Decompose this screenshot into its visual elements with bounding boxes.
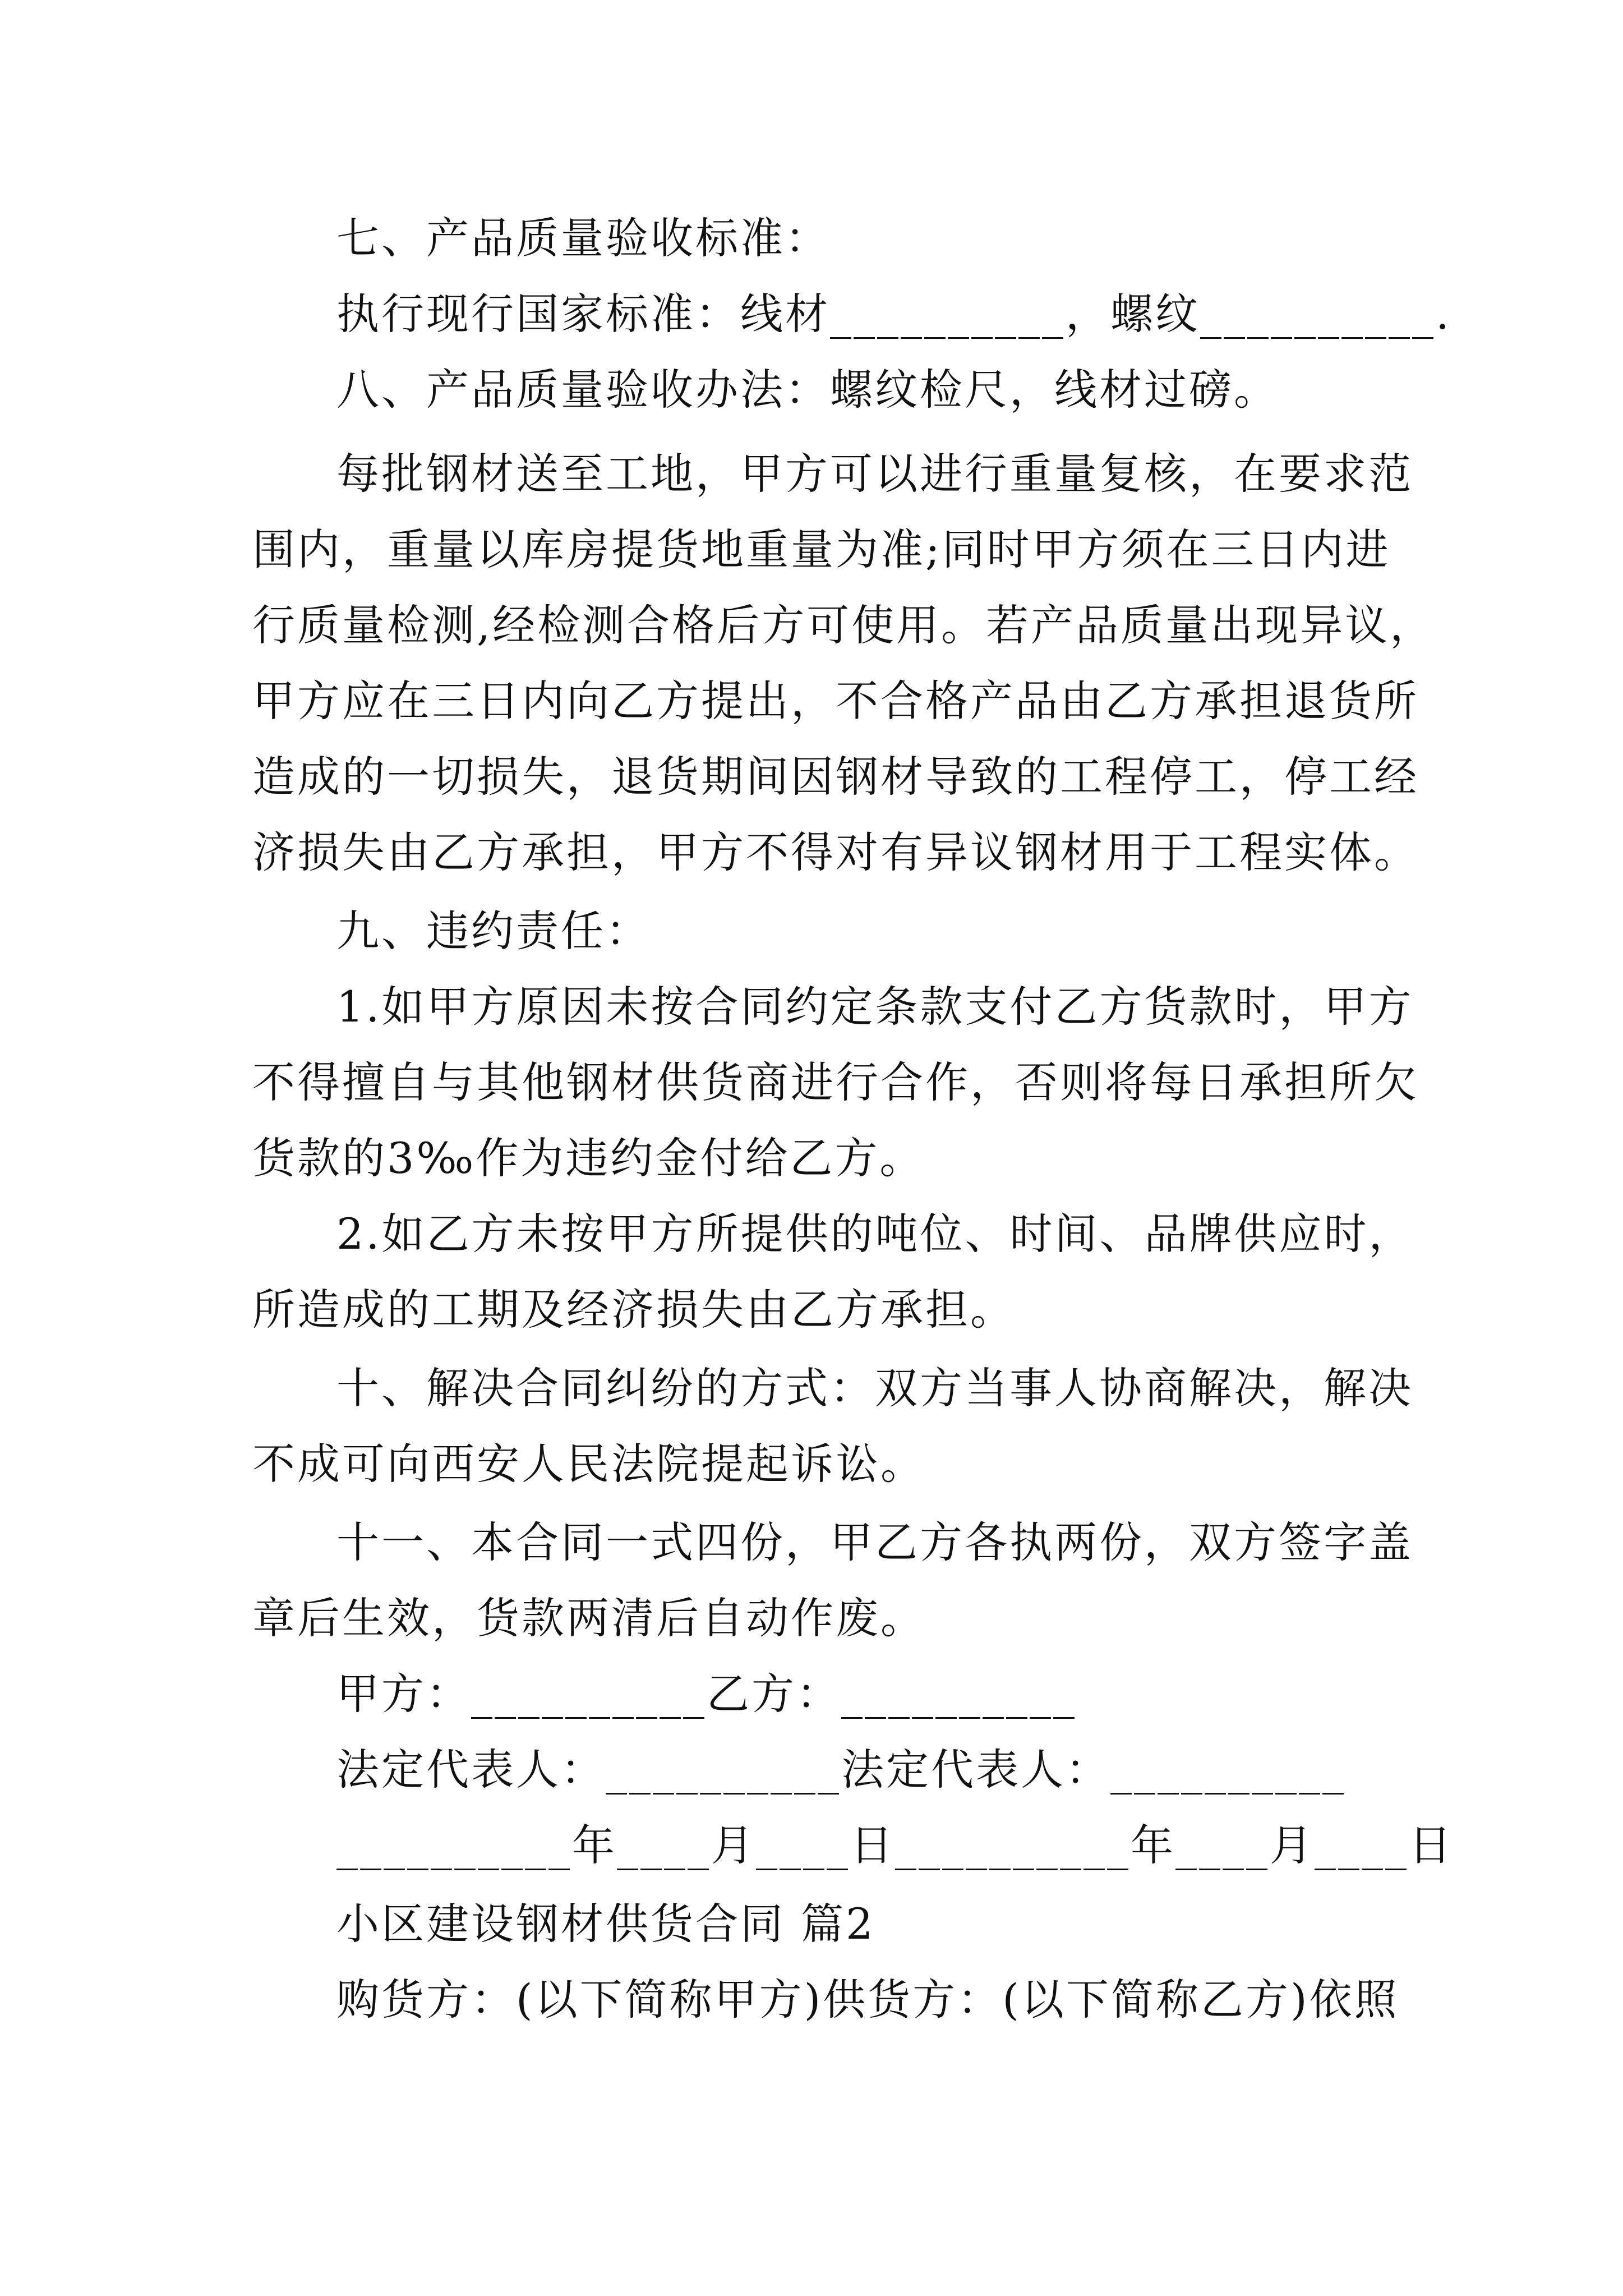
paragraph-line: 行质量检测,经检测合格后方可使用。若产品质量出现异议， <box>252 600 1435 650</box>
section-10-line: 不成可向西安人民法院提起诉讼。 <box>252 1439 925 1489</box>
paragraph-line: 甲方应在三日内向乙方提出，不合格产品由乙方承担退货所 <box>252 676 1419 726</box>
section-10-line: 十、解决合同纠纷的方式：双方当事人协商解决，解决 <box>336 1363 1413 1413</box>
contract-title-2: 小区建设钢材供货合同 篇2 <box>336 1899 875 1949</box>
representative-signature-line: 法定代表人：__________法定代表人：__________ <box>336 1745 1346 1795</box>
clause-1-line: 货款的3‰作为违约金付给乙方。 <box>252 1133 925 1183</box>
section-9-heading: 九、违约责任： <box>336 906 651 956</box>
paragraph-line: 造成的一切损失，退货期间因钢材导致的工程停工，停工经 <box>252 752 1419 802</box>
paragraph-line: 围内，重量以库房提货地重量为准;同时甲方须在三日内进 <box>252 524 1391 574</box>
date-line: __________年____月____日__________年____月____日 <box>336 1820 1454 1870</box>
section-7-heading: 七、产品质量验收标准： <box>336 213 830 263</box>
clause-1-line: 不得擅自与其他钢材供货商进行合作，否则将每日承担所欠 <box>252 1057 1419 1107</box>
paragraph-line: 每批钢材送至工地，甲方可以进行重量复核，在要求范 <box>336 449 1413 499</box>
clause-2-line: 所造成的工期及经济损失由乙方承担。 <box>252 1285 1015 1335</box>
clause-1-line: 1.如甲方原因未按合同约定条款支付乙方货款时，甲方 <box>336 982 1414 1032</box>
contract-2-opening-line: 购货方：(以下简称甲方)供货方：(以下简称乙方)依照 <box>336 1975 1399 2024</box>
quality-standard-line: 执行现行国家标准：线材__________，螺纹__________. <box>336 289 1452 339</box>
section-11-line: 十一、本合同一式四份，甲乙方各执两份，双方签字盖 <box>336 1517 1413 1567</box>
section-8-heading: 八、产品质量验收办法：螺纹检尺，线材过磅。 <box>336 365 1279 415</box>
clause-2-line: 2.如乙方未按甲方所提供的吨位、时间、品牌供应时， <box>336 1209 1414 1259</box>
section-11-line: 章后生效，货款两清后自动作废。 <box>252 1593 925 1643</box>
party-signature-line: 甲方：__________乙方：__________ <box>336 1669 1077 1719</box>
paragraph-line: 济损失由乙方承担，甲方不得对有异议钢材用于工程实体。 <box>252 827 1419 877</box>
